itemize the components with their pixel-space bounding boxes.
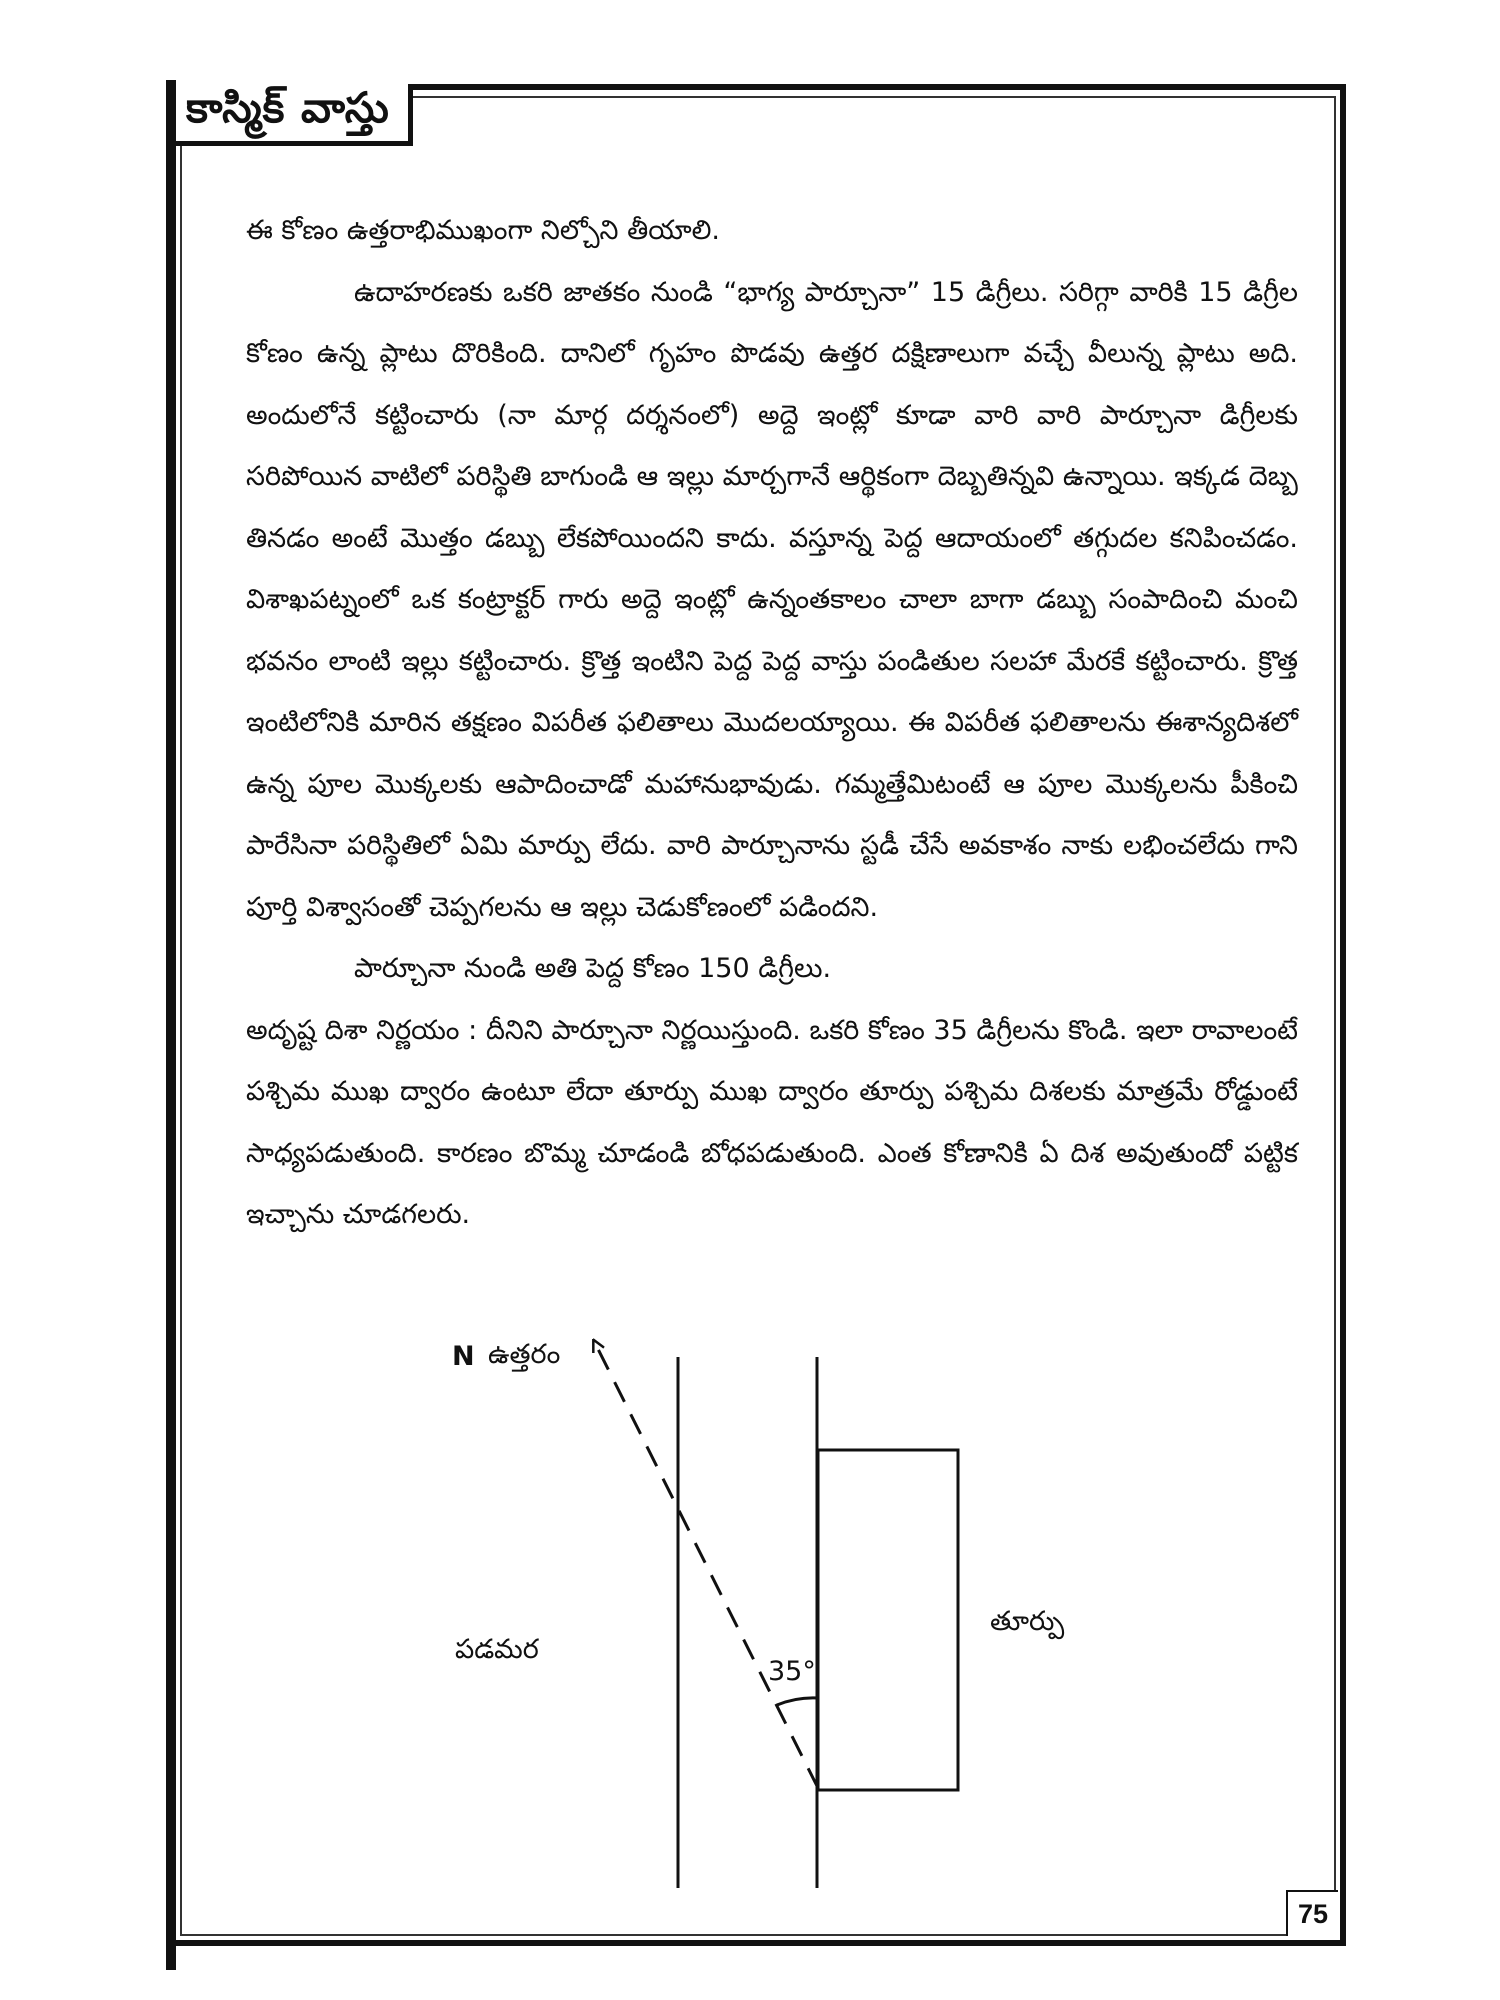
book-title: కాస్మిక్ వాస్తు [186,82,390,132]
page-number: 75 [1286,1890,1338,1936]
west-label: పడమర [455,1634,539,1665]
north-direction-arrow [596,1345,818,1788]
north-label: ఉత్తరం [488,1339,561,1370]
paragraph-1: ఈ కోణం ఉత్తరాభిముఖంగా నిల్చోని తీయాలి. [246,215,720,246]
paragraph-2: ఉదాహరణకు ఒకరి జాతకం నుండి “భాగ్య పార్చూనా” 15 డిగ్రీలు. సరిగ్గా వారికి 15 డిగ్రీల కోణం ఉన్న ప్లాటు దొరికింది. దానిలో గృహం పొడవు ఉత్తర దక్షిణాలుగా వచ్చే వీలున్న ప్లాటు అది. అందులోనే కట్టించారు (నా మార్గ దర్శనంలో) అద్దె ఇంట్లో కూడా వారి వారి పార్చూనా డిగ్రీలకు సరిపోయిన వాటిలో పరిస్థితి బాగుండి ఆ ఇల్లు మార్చగానే ఆర్థికంగా దెబ్బతిన్నవి ఉన్నాయి. ఇక్కడ దెబ్బ తినడం అంటే మొత్తం డబ్బు లేకపోయిందని కాదు. వస్తూన్న పెద్ద ఆదాయంలో తగ్గుదల కనిపించడం. విశాఖపట్నంలో ఒక కంట్రాక్టర్ గారు అద్దె ఇంట్లో ఉన్నంతకాలం చాలా బాగా డబ్బు సంపాదించి మంచి భవనం లాంటి ఇల్లు కట్టించారు. క్రొత్త ఇంటిని పెద్ద పెద్ద వాస్తు పండితుల సలహా మేరకే కట్టించారు. క్రొత్త ఇంటిలోనికి మారిన తక్షణం విపరీత ఫలితాలు మొదలయ్యాయి. ఈ విపరీత ఫలితాలను ఈశాన్యదిశలో ఉన్న పూల మొక్కలకు ఆపాదించాడో మహానుభావుడు. గమ్మత్తేమిటంటే ఆ పూల మొక్కలను పీకించి పారేసినా పరిస్థితిలో ఏమి మార్పు లేదు. వారి పార్చూనాను స్టడీ చేసే అవకాశం నాకు లభించలేదు గాని పూర్తి విశ్వాసంతో చెప్పగలను ఆ ఇల్లు చెడుకోణంలో పడిందని. [246,276,1298,923]
angle-arc [777,1698,818,1705]
house-plot-rectangle [818,1450,958,1790]
paragraph-3: పార్చూనా నుండి అతి పెద్ద కోణం 150 డిగ్రీలు. [354,953,832,984]
paragraph-4: అదృష్ట దిశా నిర్ణయం : దీనిని పార్చూనా నిర్ణయిస్తుంది. ఒకరి కోణం 35 డిగ్రీలను కొండి. ఇలా రావాలంటే పశ్చిమ ముఖ ద్వారం ఉంటూ లేదా తూర్పు ముఖ ద్వారం తూర్పు పశ్చిమ దిశలకు మాత్రమే రోడ్డుంటే సాధ్యపడుతుంది. కారణం బొమ్మ చూడండి బోధపడుతుంది. ఎంత కోణానికి ఏ దిశ అవుతుందో పట్టిక ఇచ్చాను చూడగలరు. [246,1014,1298,1230]
north-letter: N [452,1341,475,1372]
angle-label: 35° [768,1656,816,1687]
east-label: తూర్పు [990,1606,1065,1637]
